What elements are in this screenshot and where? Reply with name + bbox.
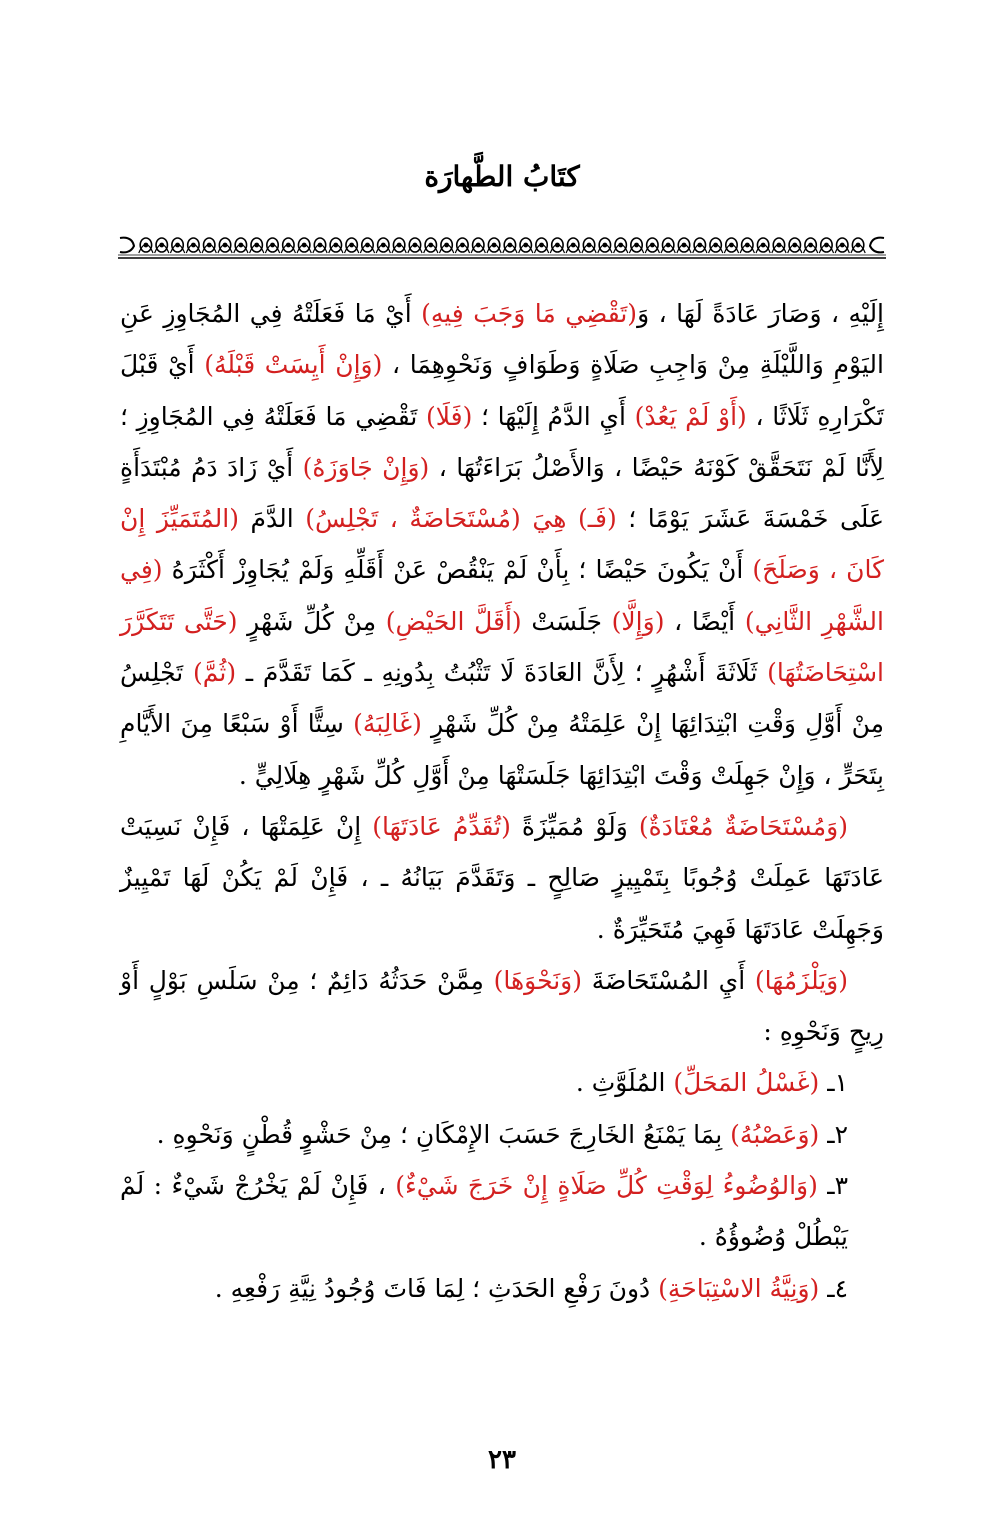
list-item: [120, 1263, 884, 1314]
ornament-motif: [550, 238, 564, 253]
ornament-motif: [724, 238, 738, 253]
commentary-text: إِلَيْهِ ، وَصَارَ عَادَةً لَهَا ، وَ: [637, 299, 885, 328]
commentary-text: جَلَسَتْ: [521, 606, 612, 636]
ornament-end-cap: [870, 238, 884, 253]
paragraph: [120, 955, 884, 1058]
commentary-text: وَلَوْ مُمَيِّزَةً: [510, 811, 639, 841]
ornament-motif: [740, 238, 754, 253]
matn-highlight: (فَـ) هِيَ (مُسْتَحَاضَةٌ ، تَجْلِسُ): [305, 504, 617, 534]
body-text: [120, 288, 884, 1314]
ornament-motif: [534, 238, 548, 253]
commentary-text: ثَلَاثَةَ أَشْهُرٍ ؛ لِأَنَّ العَادَةَ لَا تَثْبُتُ بِدُونِهِ ـ كَمَا تَقَدَّمَ ـ: [236, 658, 768, 688]
ornament-motif: [265, 238, 279, 253]
commentary-text: مِمَّنْ حَدَثُهُ دَائِمٌ ؛ مِنْ سَلَسِ بَوْلٍ أَوْ رِيحٍ وَنَحْوِهِ :: [120, 965, 884, 1047]
decorative-border: [118, 232, 886, 260]
matn-highlight: (وَإِنْ أَيِسَتْ قَبْلَهُ): [204, 350, 383, 380]
ornament-motif: [345, 238, 359, 253]
commentary-text: أَيْ زَادَ دَمُ مُبْتَدَأَةٍ عَلَى خَمْسَةَ عَشَرَ يَوْمًا ؛: [120, 452, 884, 534]
ornament-motif: [234, 238, 248, 253]
ornament-motif: [281, 238, 295, 253]
matn-highlight: (أَوْ لَمْ يَعُدْ): [634, 401, 747, 431]
matn-highlight: (أَقَلَّ الحَيْضِ): [385, 606, 522, 636]
matn-highlight: (وَإِنْ جَاوَزَهُ): [302, 452, 430, 482]
matn-highlight: (تُقَدِّمُ عَادَتَهَا): [372, 811, 511, 841]
commentary-text: ٤ـ: [819, 1273, 848, 1303]
matn-highlight: (فِي الشَّهْرِ الثَّانِي): [120, 555, 884, 636]
ornament-motif: [250, 238, 264, 253]
ornament-motif: [487, 238, 501, 253]
ornament-motif: [645, 238, 659, 253]
matn-highlight: (وَإِلَّا): [611, 606, 665, 636]
ornament-motif: [598, 238, 612, 253]
commentary-text: أَنْ يَكُونَ حَيْضًا ؛ بِأَنْ لَمْ يَنْقُصْ عَنْ أَقَلِّهِ وَلَمْ يُجَاوِزْ أَكْثَرَهُ: [162, 555, 753, 585]
matn-highlight: (وَيَلْزَمُهَا): [754, 965, 848, 995]
matn-highlight: (ثُمَّ): [192, 658, 237, 688]
ornament-motif: [677, 238, 691, 253]
ornament-motif: [803, 238, 817, 253]
commentary-text: تَقْضِي مَا فَعَلَتْهُ فِي المُجَاوِزِ ؛ لِأَنَّا لَمْ نَتَحَقَّقْ كَوْنَهُ حَيْضًا ، وَالأَصْلُ بَرَاءَتُهَا ،: [120, 401, 884, 482]
commentary-text: تَجْلِسُ مِنْ أَوَّلِ وَقْتِ ابْتِدَائِهَا إِنْ عَلِمَتْهُ مِنْ كُلِّ شَهْرٍ: [120, 658, 884, 739]
ornament-motif: [772, 238, 786, 253]
list-item: [120, 1057, 884, 1108]
ornament-motif: [756, 238, 770, 253]
ornament-motif: [709, 238, 723, 253]
commentary-text: أَيْ مَا فَعَلَتْهُ فِي المُجَاوِزِ عَنِ اليَوْمِ وَاللَّيْلَةِ مِنْ وَاجِبِ صَلَاةٍ وَطَوَافٍ وَنَحْوِهِمَا ،: [120, 299, 884, 380]
paragraph: [120, 801, 884, 955]
ornament-motif: [851, 238, 865, 253]
ornament-motif: [582, 238, 596, 253]
ornament-motif: [202, 238, 216, 253]
matn-highlight: (وَالوُضُوءُ لِوَقْتِ كُلِّ صَلَاةٍ إِنْ خَرَجَ شَيْءٌ): [395, 1171, 818, 1201]
matn-highlight: (المُتَمَيِّزَ إِنْ كَانَ ، وَصَلَحَ): [120, 504, 885, 585]
commentary-text: أَيْ قَبْلَ تَكْرَارِهِ ثَلَاثًا ،: [120, 350, 884, 431]
commentary-text: إِنْ عَلِمَتْهَا ، فَإِنْ نَسِيَتْ عَادَتَهَا عَمِلَتْ وُجُوبًا بِتَمْيِيزٍ صَالِحٍ ـ وَتَقَدَّمَ بَيَانُهُ ـ ، فَإِنْ لَمْ يَكُنْ لَهَا تَمْيِيزٌ وَجَهِلَتْ عَادَتَهَا فَهِيَ مُتَحَيِّرَةٌ .: [120, 811, 884, 944]
ornament-motif: [835, 238, 849, 253]
ornament-motif: [424, 238, 438, 253]
ornament-motif: [376, 238, 390, 253]
ornament-motif: [819, 238, 833, 253]
commentary-text: أَيِ الدَّمُ إِلَيْهَا ؛: [472, 401, 635, 431]
ornament-motif: [693, 238, 707, 253]
ornament-motif: [471, 238, 485, 253]
ornament-motif: [788, 238, 802, 253]
ornament-motif: [614, 238, 628, 253]
commentary-text: أَيِ المُسْتَحَاضَةَ: [582, 965, 755, 995]
ornament-motif: [408, 238, 422, 253]
matn-highlight: (وَنَحْوَهَا): [493, 965, 582, 995]
ornament-motif: [629, 238, 643, 253]
ornament-pattern: [118, 232, 886, 260]
matn-highlight: (غَالِبَهُ): [353, 709, 422, 739]
ornament-motif: [329, 238, 343, 253]
ornament-motif: [455, 238, 469, 253]
ornament-motif: [218, 238, 232, 253]
list-item: [120, 1109, 884, 1160]
ornament-motif: [439, 238, 453, 253]
ornament-motif: [661, 238, 675, 253]
ornament-motif: [360, 238, 374, 253]
commentary-text: أَيْضًا ،: [664, 606, 745, 636]
commentary-text: مِنْ كُلِّ شَهْرٍ: [237, 606, 386, 636]
ornament-motif: [139, 238, 153, 253]
ornament-motif: [392, 238, 406, 253]
matn-highlight: (وَنِيَّةُ الاسْتِبَاحَةِ): [658, 1273, 820, 1303]
ornament-motif: [297, 238, 311, 253]
matn-highlight: (غَسْلُ المَحَلِّ): [673, 1068, 820, 1098]
commentary-text: المُلَوَّثِ .: [575, 1068, 674, 1098]
ornament-motif: [503, 238, 517, 253]
ornament-motif: [155, 238, 169, 253]
commentary-text: ، فَإِنْ لَمْ يَخْرُجْ شَيْءٌ : لَمْ يَبْطُلْ وُضُوؤُهُ .: [120, 1171, 848, 1252]
ornament-motif: [186, 238, 200, 253]
chapter-title: كتَابُ الطَّهارَة: [424, 160, 580, 193]
ornament-motif: [170, 238, 184, 253]
ornament-end-cap: [120, 238, 134, 253]
ornament-motif: [313, 238, 327, 253]
matn-highlight: (تَقْضِي مَا وَجَبَ فِيهِ): [421, 299, 638, 328]
commentary-text: ٣ـ: [817, 1171, 848, 1201]
matn-highlight: (وَعَصْبُهُ): [730, 1119, 820, 1149]
commentary-text: ١ـ: [819, 1068, 848, 1098]
ornament-motif: [519, 238, 533, 253]
commentary-text: بِمَا يَمْنَعُ الخَارِجَ حَسَبَ الإِمْكَانِ ؛ مِنْ حَشْوٍ قُطْنٍ وَنَحْوِهِ .: [156, 1119, 731, 1149]
page-number: ٢٣: [488, 1445, 516, 1475]
commentary-text: دُونَ رَفْعِ الحَدَثِ ؛ لِمَا فَاتَ وُجُودُ نِيَّةِ رَفْعِهِ .: [214, 1273, 659, 1303]
matn-highlight: (وَمُسْتَحَاضَةٌ مُعْتَادَةٌ): [638, 811, 848, 841]
ornament-motif: [566, 238, 580, 253]
commentary-text: الدَّمَ: [238, 504, 306, 534]
commentary-text: ٢ـ: [819, 1119, 848, 1149]
commentary-text: سِتًّا أَوْ سَبْعًا مِنَ الأَيَّامِ بِتَحَرٍّ ، وَإِنْ جَهِلَتْ وَقْتَ ابْتِدَائِهَا جَلَسَتْهَا مِنْ أَوَّلِ كُلِّ شَهْرٍ هِلَالِيٍّ .: [120, 709, 884, 790]
matn-highlight: (فَلَا): [426, 401, 473, 431]
list-item: [120, 1160, 884, 1263]
matn-highlight: (حَتَّى تَتَكَرَّرَ اسْتِحَاضَتُهَا): [120, 606, 884, 688]
paragraph: [120, 288, 884, 801]
